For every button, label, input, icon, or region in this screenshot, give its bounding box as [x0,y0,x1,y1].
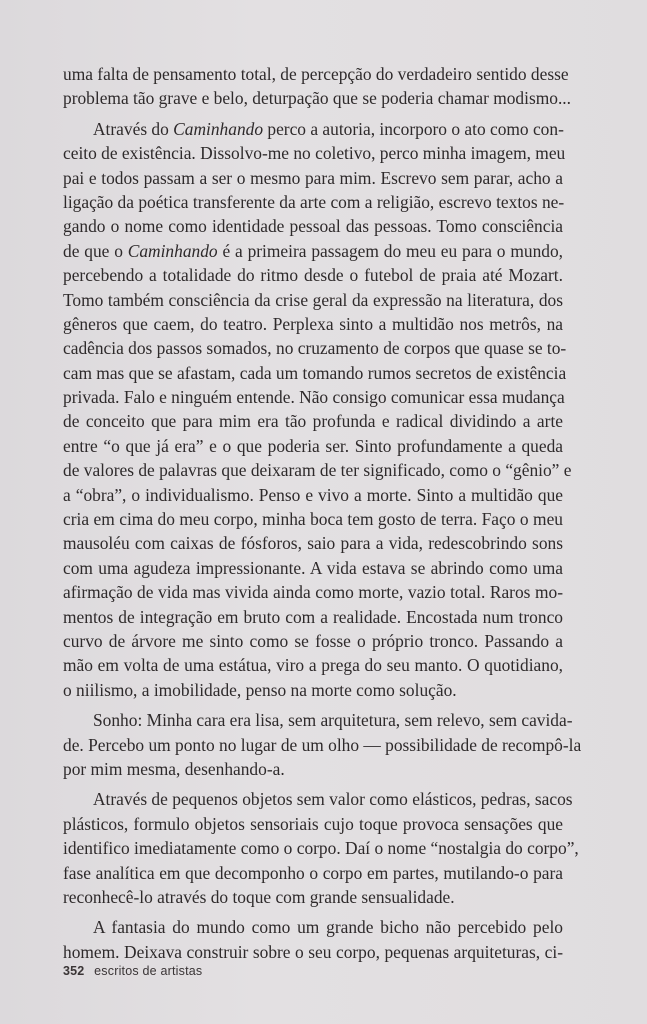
text-line: mentos de integração em bruto com a realidade. Encostada num tronco [63,606,563,627]
text-line: entre “o que já era” e o que poderia ser. Sinto profundamente a queda [63,435,563,456]
page-footer [63,964,202,978]
text-line: ligação da poética transferente da arte com a religião, escrevo textos ne- [63,191,565,212]
text-line: Sonho: Minha cara era lisa, sem arquitetura, sem relevo, sem cavida- [93,710,573,731]
text-line: A fantasia do mundo como um grande bicho não percebido pelo [93,917,563,938]
text-line: mão em volta de uma estátua, viro a prega do seu manto. O quotidiano, [63,655,563,676]
text-line: com uma agudeza impressionante. A vida estava se abrindo como uma [63,557,563,578]
text-line: ceito de existência. Dissolvo-me no coletivo, perco minha imagem, meu [63,143,566,164]
italic-title: Caminhando [173,118,264,139]
text-line: Tomo também consciência da crise geral da expressão na literatura, dos [63,289,563,310]
text-line: afirmação de vida mas vivida ainda como morte, vazio total. Raros mo- [63,582,563,603]
text-line: Através de pequenos objetos sem valor como elásticos, pedras, sacos [93,789,573,810]
page-number: 352 [63,964,85,978]
section-title: escritos de artistas [94,964,203,978]
text-line: de. Percebo um ponto no lugar de um olho — possibilidade de recompô-la [63,734,582,755]
text-line: cadência dos passos somados, no cruzamento de corpos que quase se to- [63,338,567,359]
text-line: Através do Caminhando perco a autoria, incorporo o ato como con- [93,118,564,139]
text-line: cam mas que se afastam, cada um tomando rumos secretos de existência [63,362,567,383]
body-text [63,62,582,964]
text-line: o niilismo, a imobilidade, penso na morte como solução. [63,679,457,700]
text-line: pai e todos passam a ser o mesmo para mim. Escrevo sem parar, acho a [63,167,563,188]
text-line: identifico imediatamente como o corpo. Daí o nome “nostalgia do corpo”, [63,838,579,859]
text-line: uma falta de pensamento total, de percepção do verdadeiro sentido desse [63,64,569,84]
text-line: de valores de palavras que deixaram de ter significado, como o “gênio” e [63,460,572,481]
text-line: privada. Falo e ninguém entende. Não consigo comunicar essa mudança [63,387,565,408]
text-line: homem. Deixava construir sobre o seu corpo, pequenas arquiteturas, ci- [63,941,563,962]
text-line: a “obra”, o individualismo. Penso e vivo a morte. Sinto a multidão que [63,484,563,505]
text-line: fase analítica em que decomponho o corpo em partes, mutilando-o para [63,862,563,883]
italic-title: Caminhando [127,240,218,261]
text-line: gando o nome como identidade pessoal das pessoas. Tomo consciência [63,216,563,237]
text-line: curvo de árvore me sinto como se fosse o próprio tronco. Passando a [63,630,563,651]
text-line: de que o Caminhando é a primeira passagem do meu eu para o mundo, [63,240,563,261]
text-line: plásticos, formulo objetos sensoriais cujo toque provoca sensações que [63,813,563,834]
text-line: por mim mesma, desenhando-a. [63,758,285,779]
text-line: mausoléu com caixas de fósforos, saio para a vida, redescobrindo sons [63,533,563,554]
text-line: problema tão grave e belo, deturpação que se poderia chamar modismo... [63,88,571,109]
text-line: cria em cima do meu corpo, minha boca tem gosto de terra. Faço o meu [63,509,563,530]
text-line: gêneros que caem, do teatro. Perplexa sinto a multidão nos metrôs, na [63,313,563,334]
text-line: reconhecê-lo através do toque com grande sensualidade. [63,886,455,907]
text-line: de conceito que para mim era tão profunda e radical dividindo a arte [63,411,563,432]
text-line: percebendo a totalidade do ritmo desde o futebol de praia até Mozart. [63,265,563,286]
